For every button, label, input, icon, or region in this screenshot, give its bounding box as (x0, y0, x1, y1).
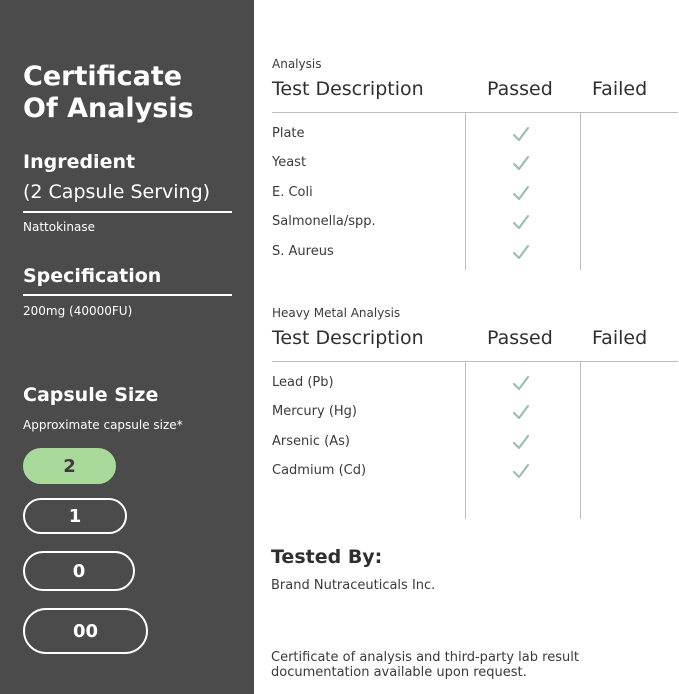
checkmark-icon (512, 213, 530, 231)
checkmark-icon (512, 403, 530, 421)
heavy-metal-col-divider-2 (580, 362, 581, 519)
capsule-size-label: 1 (68, 505, 82, 527)
analysis-header-divider (272, 112, 678, 113)
analysis-col-failed: Failed (592, 78, 648, 100)
sidebar (0, 0, 254, 694)
heavy-metal-col-passed: Passed (487, 327, 553, 349)
footer-note: Certificate of analysis and third-party lab result documentation available upon request. (271, 650, 579, 680)
heavy-metal-col-test: Test Description (272, 327, 424, 349)
ingredient-heading: Ingredient (23, 151, 136, 173)
analysis-col-divider-2 (580, 113, 581, 270)
heavy-metal-row-label: Lead (Pb) (272, 375, 334, 390)
page-title (23, 61, 194, 125)
heavy-metal-row-label: Cadmium (Cd) (272, 463, 367, 478)
capsule-size-1[interactable] (23, 498, 127, 534)
specification-heading: Specification (23, 262, 232, 296)
title-line-2: Of Analysis (23, 93, 194, 124)
analysis-row-label: Salmonella/spp. (272, 214, 376, 229)
heavy-metal-col-divider-1 (465, 362, 466, 519)
analysis-col-test: Test Description (272, 78, 424, 100)
capsule-size-label: 2 (63, 455, 76, 477)
capsule-size-label: 00 (72, 620, 99, 642)
checkmark-icon (512, 243, 530, 261)
heavy-metal-header-divider (272, 361, 678, 362)
ingredient-value: Nattokinase (23, 220, 95, 234)
heavy-metal-row-label: Mercury (Hg) (272, 404, 358, 419)
analysis-col-divider-1 (465, 113, 466, 270)
heavy-metal-row-label: Arsenic (As) (272, 434, 350, 449)
checkmark-icon (512, 374, 530, 392)
analysis-row-label: S. Aureus (272, 244, 334, 259)
checkmark-icon (512, 462, 530, 480)
analysis-section-label: Analysis (272, 57, 322, 71)
checkmark-icon (512, 154, 530, 172)
main-content (254, 0, 679, 694)
analysis-col-passed: Passed (487, 78, 553, 100)
capsule-size-subheading: Approximate capsule size* (23, 418, 183, 432)
capsule-size-2[interactable] (23, 448, 116, 484)
capsule-size-heading: Capsule Size (23, 384, 159, 406)
heavy-metal-section-label: Heavy Metal Analysis (272, 306, 401, 320)
capsule-size-0[interactable] (23, 551, 135, 591)
ingredient-subheading: (2 Capsule Serving) (23, 181, 211, 203)
tested-by-heading: Tested By: (271, 546, 383, 568)
analysis-row-label: Yeast (272, 155, 307, 170)
heavy-metal-col-failed: Failed (592, 327, 648, 349)
checkmark-icon (512, 184, 530, 202)
specification-value: 200mg (40000FU) (23, 304, 133, 318)
checkmark-icon (512, 125, 530, 143)
capsule-size-label: 0 (72, 560, 86, 582)
title-line-1: Certificate (23, 61, 183, 92)
analysis-row-label: Plate (272, 126, 305, 141)
checkmark-icon (512, 433, 530, 451)
tested-by-value: Brand Nutraceuticals Inc. (271, 578, 436, 593)
ingredient-header (23, 147, 232, 213)
capsule-size-00[interactable] (23, 608, 148, 654)
analysis-row-label: E. Coli (272, 185, 313, 200)
